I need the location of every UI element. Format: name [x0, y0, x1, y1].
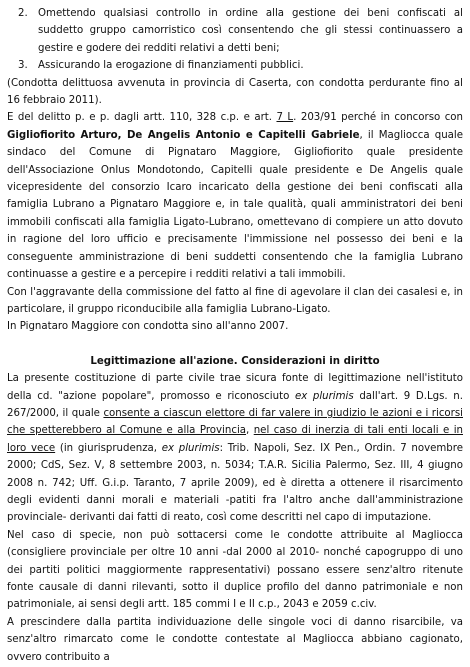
paragraph-danno: A prescindere dalla partita individuazione delle singole voci di danno risarcibile, va senz'altro rimarcato come le condotte contestate al Magliocca abbiano cagionato, ovvero contribuito a — [7, 616, 463, 663]
underlined-clause-1: consente a ciascun elettore di far valere in giudizio le azioni e i ricorsi che spetterebbero al Comune e alla Provincia — [7, 407, 463, 437]
list-item — [7, 57, 463, 74]
paragraph-legittimazione-e: : Trib. Napoli, Sez. IX Pen., Ordin. 7 novembre 2000; CdS, Sez. V, 8 settembre 2003, n. 5034; T.A.R. Sicilia Palermo, Sez. III, 4 giugno 2008 n. 742; Uff. G.i.p. Taranto, 7 aprile 2009), ed è diretta a ottenere il risarcimento degli evidenti danni morali e materiali -patiti fra l'altro anche dall'amministrazione provinciale- derivanti dai fatti di reato, così come descritti nel capo di imputazione. — [7, 442, 463, 524]
paragraph-legittimazione-c: , — [246, 425, 254, 437]
paragraph-legittimazione — [7, 370, 463, 527]
paragraph-aggravante: Con l'aggravante della commissione del fatto al fine di agevolare il clan dei casalesi e, in particolare, il gruppo riconducibile alla famiglia Lubrano-Ligato. — [7, 286, 463, 315]
list-item-text: Assicurando la erogazione di finanziamenti pubblici. — [38, 60, 304, 72]
document-page — [7, 5, 463, 666]
ex-plurimis-1: ex plurimis — [294, 390, 354, 402]
paragraph-condotta: (Condotta delittuosa avvenuta in provincia di Caserta, con condotta perdurante fino al 16 febbraio 2011). — [7, 77, 463, 107]
paragraph-delitto-pre: E del delitto p. e p. dagli artt. 110, 328 c.p. e art. — [7, 112, 277, 124]
paragraph-legittimazione-a: La presente costituzione di parte civile trae sicura fonte di legittimazione nell'istituto della cd. "azione popolare", promosso e riconosciuto — [7, 373, 463, 402]
article-link[interactable]: 7 L — [276, 112, 294, 124]
paragraph-delitto-post: . 203/91 perché in concorso con — [293, 112, 463, 124]
defendant-names: Gigliofiorito Arturo, De Angelis Antonio e Capitelli Gabriele — [7, 129, 360, 141]
underlined-clause-2: nel caso di inerzia di tali enti locali e in loro vece — [7, 425, 463, 454]
numbered-list — [7, 5, 463, 75]
paragraph-legittimazione-d: (in giurisprudenza, — [55, 442, 162, 454]
list-item-text: Omettendo qualsiasi controllo in ordine alla gestione dei beni confiscati al suddetto gruppo camorristico così consentendo che gli stessi continuassero a gestire e godere dei redditi relativi a detti beni; — [38, 8, 463, 54]
ex-plurimis-2: ex plurimis — [161, 442, 220, 454]
section-title: Legittimazione all'azione. Considerazioni in diritto — [90, 355, 380, 367]
paragraph-delitto — [7, 109, 463, 283]
paragraph-delitto-rest: , il Magliocca quale sindaco del Comune di Pignataro Maggiore, Gigliofiorito quale presidente dell'Associazione Onlus Mondotondo, Capitelli quale presidente e De Angelis quale vicepresidente del consorzio Icaro incaricato della gestione dei beni confiscati alla famiglia Lubrano a Pignataro Maggiore e, in tale qualità, quali amministratori dei beni immobili confiscati alla famiglia Ligato-Lubrano, omettevano di compiere un atto dovuto in ragione del loro ufficio e precisamente l'immissione nel possesso dei beni e la conseguente amministrazione di beni suddetti consentendo che la famiglia Lubrano continuasse a gestire e a percepire i redditi relativi a tali immobili. — [7, 129, 463, 281]
paragraph-luogo: In Pignataro Maggiore con condotta sino all'anno 2007. — [7, 321, 289, 333]
list-item-number: 2. — [18, 8, 28, 19]
list-item-number: 3. — [18, 60, 28, 72]
paragraph-caso-specie: Nel caso di specie, non può sottacersi come le condotte attribuite al Magliocca (consigliere provinciale per oltre 10 anni -dal 2000 al 2010- nonché capogruppo di uno dei partiti politici maggiormente rappresentativi) possano essere senz'altro ritenute fonte causale di danni rilevanti, sotto il duplice profilo del danno patrimoniale e non patrimoniale, ai sensi degli artt. 185 commi I e II c.p., 2043 e 2059 c.civ. — [7, 529, 463, 611]
list-item — [7, 5, 463, 57]
paragraph-legittimazione-b: dall'art. 9 D.Lgs. n. 267/2000, il quale — [7, 390, 463, 419]
